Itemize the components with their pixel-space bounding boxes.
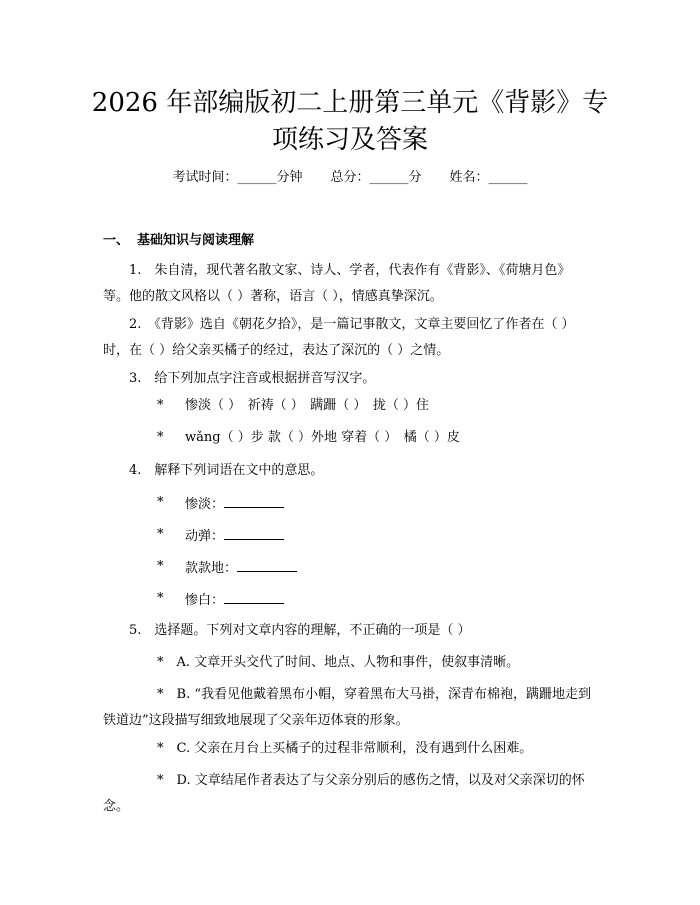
bullet-marker: * (157, 430, 164, 445)
question-5: 5. 选择题。下列对文章内容的理解，不正确的一项是（ ） (129, 623, 471, 638)
question-3: 3. 给下列加点字注音或根据拼音写汉字。 (129, 371, 376, 386)
answer-blank[interactable] (224, 493, 284, 508)
q4-item-2: 动弹： (185, 525, 284, 547)
question-1: 1. 朱自清，现代著名散文家、诗人、学者，代表作有《背影》、《荷塘月色》等。他的散文风格以（ ）著称，语言（ ），情感真挚深沉。 (103, 263, 571, 304)
q4-item-1: 惨淡： (185, 493, 284, 515)
exam-info-line (0, 168, 700, 188)
bullet-marker: * (157, 559, 164, 574)
question-2: 2. 《背影》选自《朝花夕拾》，是一篇记事散文，文章主要回忆了作者在（ ）时，在（ ）给父亲买橘子的经过，表达了深沉的（ ）之情。 (103, 317, 575, 358)
document-title-line-2: 项练习及答案 (271, 125, 428, 155)
section-title: 基础知识与阅读理解 (137, 233, 255, 248)
answer-blank[interactable] (237, 557, 297, 572)
exam-score-label: 总分：______分 (330, 170, 422, 185)
section-heading (103, 231, 254, 251)
exam-time-label: 考试时间：______分钟 (172, 170, 303, 185)
question-4: 4. 解释下列词语在文中的意思。 (129, 463, 324, 478)
answer-blank[interactable] (224, 525, 284, 540)
section-number: 一、 (103, 233, 130, 248)
bullet-marker: * (157, 527, 164, 542)
q4-item-3: 款款地： (185, 557, 297, 579)
student-name-label: 姓名：______ (449, 170, 528, 185)
bullet-marker: * (157, 398, 164, 413)
q3-item-2: wǎng（ ）步 款（ ）外地 穿着（ ） 橘（ ）皮 (185, 430, 460, 445)
q5-option-b: * B. “我看见他戴着黑布小帽，穿着黑布大马褂，深青布棉袍，蹒跚地走到铁道边”这段描写细致地展现了父亲年迈体衰的形象。 (103, 687, 591, 728)
q3-item-1: 惨淡（ ） 祈祷（ ） 蹒跚（ ） 拢（ ）住 (185, 398, 430, 413)
q5-option-c: * C. 父亲在月台上买橘子的过程非常顺利，没有遇到什么困难。 (157, 741, 533, 756)
q4-item-4: 惨白： (185, 589, 284, 611)
bullet-marker: * (157, 495, 164, 510)
answer-blank[interactable] (224, 589, 284, 604)
bullet-marker: * (157, 591, 164, 606)
document-title-line-1: 2026 年部编版初二上册第三单元《背影》专 (91, 88, 609, 118)
q5-option-a: * A. 文章开头交代了时间、地点、人物和事件，使叙事清晰。 (157, 655, 520, 670)
q5-option-d: * D. 文章结尾作者表达了与父亲分别后的感伤之情，以及对父亲深切的怀念。 (103, 773, 585, 814)
